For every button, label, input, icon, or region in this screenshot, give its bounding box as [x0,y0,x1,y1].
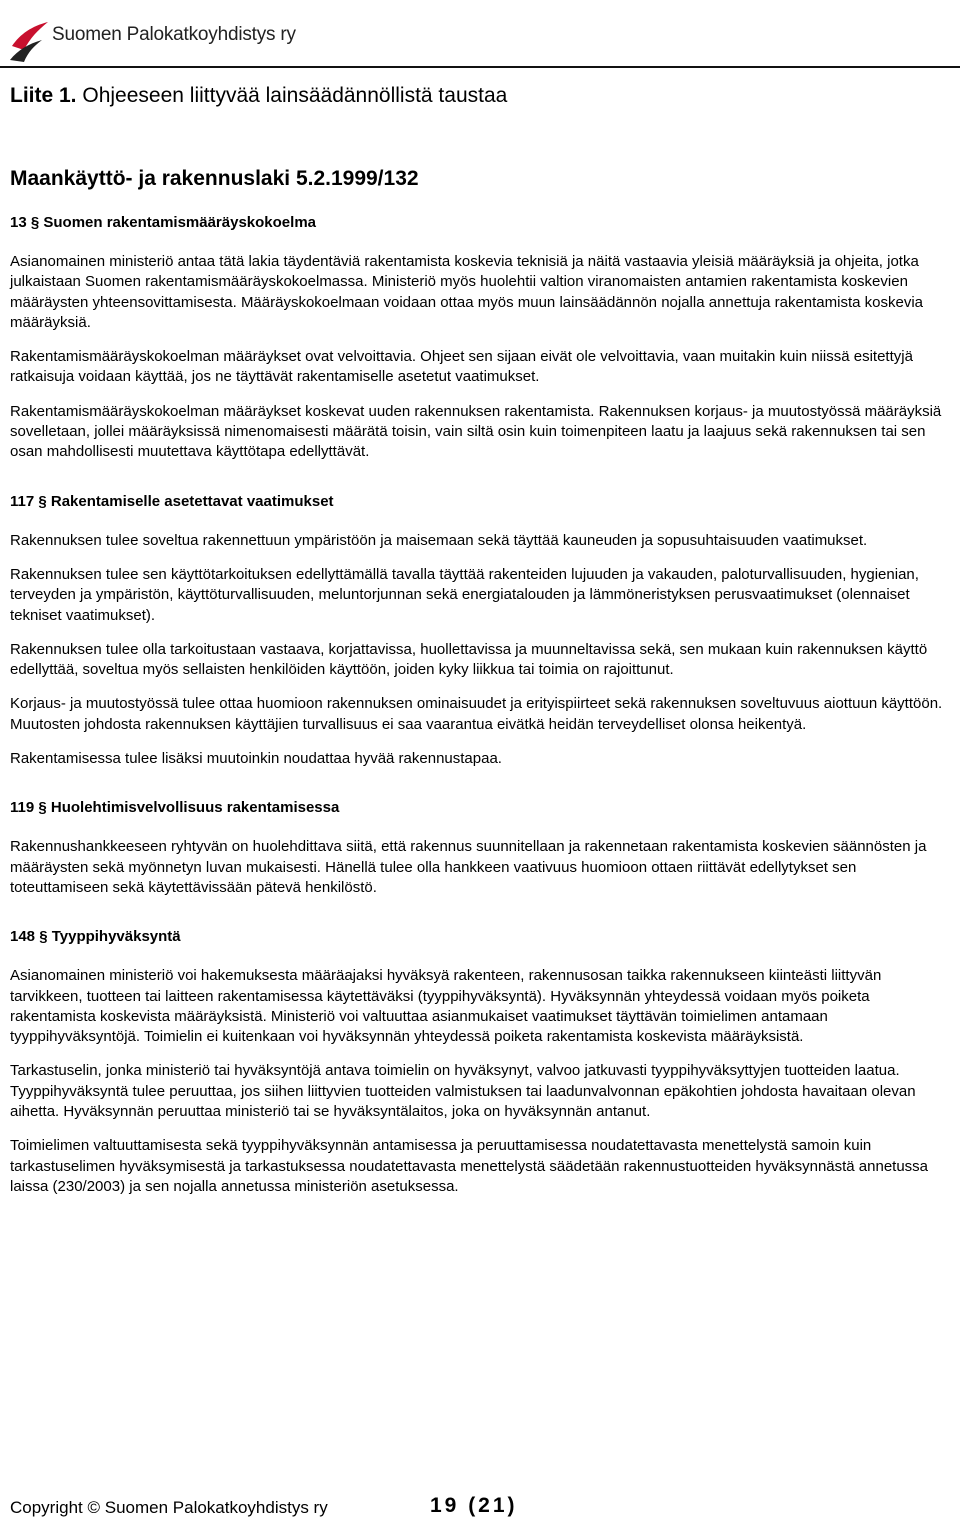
page-footer [10,1494,950,1520]
section-paragraph: Asianomainen ministeriö antaa tätä lakia täydentäviä rakentamista koskevia teknisiä ja näitä vastaavia yleisiä määräyksiä ja ohjeita, jotka julkaistaan Suomen rakentamismääräyskokoelmassa. Ministeriö myös huolehtii valtion viranomaisten antamien rakentamista koskevien määräysten yhteensovittamisesta. Määräyskokoelmaan voidaan ottaa myös muun lainsäädännön nojalla annettuja rakentamista koskevia määräyksiä. [10,253,924,331]
header-divider [0,66,960,68]
section-title: 148 § Tyyppihyväksyntä [10,928,181,946]
section-paragraph: Korjaus- ja muutostyössä tulee ottaa huomioon rakennuksen ominaisuudet ja erityispiirteet sekä rakennuksen soveltuvuus aiottuun käyttöön. Muutosten johdosta rakennuksen käyttäjien turvallisuus ei saa vaarantua eivätkä heidän terveydelliset olonsa heikentyä. [10,695,943,733]
section-paragraph: Rakentamismääräyskokoelman määräykset koskevat uuden rakennuksen rakentamista. Rakennuksen korjaus- ja muutostyössä määräyksiä sovelletaan, jollei määräyksissä nimenomaisesti määrätä toisin, vain siltä osin kuin toimenpiteen laatu ja laajuus sekä rakennuksen tai sen osan mahdollisesti muutettava käyttötapa edellyttävät. [10,402,942,461]
section-paragraph: Asianomainen ministeriö voi hakemuksesta määräajaksi hyväksyä rakenteen, rakennusosan taikka rakennukseen kiinteästi liittyvän tarvikkeen, tuotteen tai laitteen rakentamisessa käytettäväksi (tyyppihyväksyntä). Hyväksynnän yhteydessä voidaan myös poiketa rakentamista koskevista määräyksistä. Ministeriö voi valtuuttaa asianmukaiset vaatimukset täyttävän toimielimen antamaan tyyppihyväksyntöjä. Toimielin ei kuitenkaan voi hyväksynnän yhteydessä poiketa rakentamista koskevista määräyksistä. [10,967,882,1046]
appendix-title: Ohjeeseen liittyvää lainsäädännöllistä taustaa [82,84,508,107]
section-paragraph: Toimielimen valtuuttamisesta sekä tyyppihyväksynnän antamisessa ja peruuttamisessa noudatettavasta menettelystä samoin kuin tarkastuselimen hyväksymisestä ja tarkastuksessa noudatettavasta menettelystä säädetään rakennustuotteiden hyväksynnästä annetussa laissa (230/2003) ja sen nojalla annetussa ministeriön asetuksessa. [10,1137,929,1195]
appendix-heading [10,82,950,110]
appendix-label: Liite 1. [10,84,77,107]
document-body [10,82,950,1211]
section-paragraph: Rakennushankkeeseen ryhtyvän on huolehdittava siitä, että rakennus suunnitellaan ja rakennetaan rakentamista koskevien säännösten ja määräysten sekä myönnetyn luvan mukaisesti. Hänellä tulee olla hankkeen vaativuus huomioon ottaen riittävät edellytykset sen toteuttamiseen sekä käytettävissään pätevä henkilöstö. [10,838,927,896]
section-paragraph: Tarkastuselin, jonka ministeriö tai hyväksyntöjä antava toimielin on hyväksynyt, valvoo jatkuvasti tyyppihyväksyttyjen tuotteiden laatua. Tyyppihyväksyntä tulee peruuttaa, jos siihen liittyvien tuotteiden valmistuksen tai laadunvalvonnan epäkohtien johdosta havaitaan olevan aihetta. Hyväksynnän peruuttaa ministeriö tai se hyväksyntälaitos, joka on hyväksynnän antanut. [10,1062,916,1121]
section-title: 117 § Rakentamiselle asetettavat vaatimukset [10,492,334,510]
section-paragraph: Rakennuksen tulee soveltua rakennettuun ympäristöön ja maisemaan sekä täyttää kauneuden ja sopusuhtaisuuden vaatimukset. [10,531,868,549]
palokatko-logo-icon [8,16,52,64]
section-title: 119 § Huolehtimisvelvollisuus rakentamisessa [10,799,340,817]
section-title: 13 § Suomen rakentamismääräyskokoelma [10,214,316,231]
section-paragraph: Rakentamismääräyskokoelman määräykset ovat velvoittavia. Ohjeet sen sijaan eivät ole velvoittavia, vaan muitakin kuin niissä esitettyjä ratkaisuja voidaan käyttää, jos ne täyttävät rakentamiselle asetetut vaatimukset. [10,348,913,386]
section-paragraph: Rakennuksen tulee sen käyttötarkoituksen edellyttämällä tavalla täyttää rakenteiden lujuuden ja vakauden, paloturvallisuuden, hygienian, terveyden ja ympäristön, käyttöturvallisuuden, meluntorjunnan sekä energiatalouden ja lämmöneristyksen perusvaatimukset (olennaiset tekniset vaatimukset). [10,565,919,624]
section-paragraph: Rakentamisessa tulee lisäksi muutoinkin noudattaa hyvää rakennustapaa. [10,750,502,768]
page-number: 19 (21) [430,1494,518,1517]
law-title: Maankäyttö- ja rakennuslaki 5.2.1999/132 [10,167,419,190]
section-paragraph: Rakennuksen tulee olla tarkoitustaan vastaava, korjattavissa, huollettavissa ja muunneltavissa sekä, sen mukaan kuin rakennuksen käyttö edellyttää, soveltua myös sellaisten henkilöiden käyttöön, joiden kyky liikkua tai toimia on rajoittunut. [10,640,928,679]
page-header [8,16,308,68]
org-name: Suomen Palokatkoyhdistys ry [52,24,296,45]
copyright-text: Copyright © Suomen Palokatkoyhdistys ry [10,1498,328,1517]
